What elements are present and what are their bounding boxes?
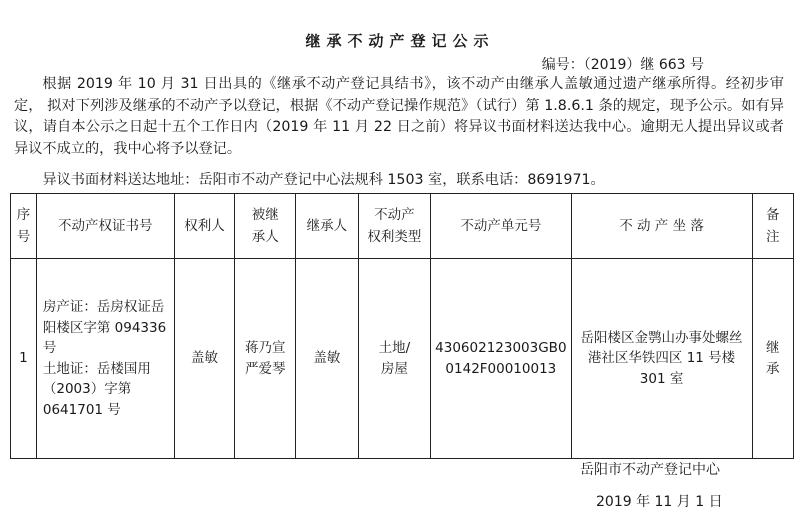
header-right-type: 不动产 权利类型 bbox=[358, 194, 430, 259]
header-holder: 权利人 bbox=[174, 194, 235, 259]
table-row bbox=[11, 259, 794, 459]
cell-right-type: 土地/ 房屋 bbox=[358, 259, 430, 459]
issuer-name: 岳阳市不动产登记中心 bbox=[580, 462, 720, 478]
document-number: 编号：（2019）继 663 号 bbox=[541, 57, 704, 73]
issue-date: 2019 年 11 月 1 日 bbox=[596, 494, 723, 510]
cell-unit-no: 430602123003GB0 0142F00010013 bbox=[431, 259, 571, 459]
cell-cert: 房产证：岳房权证岳阳楼区字第 094336 号 土地证：岳楼国用（2003）字第 0641701 号 bbox=[36, 259, 174, 459]
cell-holder: 盖敏 bbox=[174, 259, 235, 459]
header-note: 备 注 bbox=[752, 194, 793, 259]
cell-note: 继 承 bbox=[752, 259, 793, 459]
table-header-row bbox=[11, 194, 794, 259]
header-unit-no: 不动产单元号 bbox=[431, 194, 571, 259]
cell-heir: 盖敏 bbox=[296, 259, 359, 459]
header-cert: 不动产权证书号 bbox=[36, 194, 174, 259]
cell-location: 岳阳楼区金鹗山办事处螺丝港社区华铁四区 11 号楼 301 室 bbox=[571, 259, 752, 459]
registration-table bbox=[10, 193, 794, 459]
cell-decedent: 蒋乃宣 严爱琴 bbox=[235, 259, 296, 459]
notice-paragraph: 根据 2019 年 10 月 31 日出具的《继承不动产登记具结书》，该不动产由继承人盖敏通过遗产继承所得。经初步审定， 拟对下列涉及继承的不动产予以登记，根据《不动产登记操作规范》（试行）第 1.8.6.1 条的规定，现予公示。如有异议，请自本公示之日起十五个工作日内（2019 年 11 月 22 日之前）将异议书面材料送达我中心。逾期无人提出异议或者异议不成立的，我中心将予以登记。 bbox=[14, 76, 784, 157]
header-decedent: 被继 承人 bbox=[235, 194, 296, 259]
header-seq: 序 号 bbox=[11, 194, 37, 259]
page-title: 继承不动产登记公示 bbox=[305, 32, 495, 50]
header-heir: 继承人 bbox=[296, 194, 359, 259]
header-location: 不 动 产 坐 落 bbox=[571, 194, 752, 259]
cell-seq: 1 bbox=[11, 259, 37, 459]
objection-address: 异议书面材料送达地址：岳阳市不动产登记中心法规科 1503 室，联系电话：8691971。 bbox=[42, 172, 605, 188]
